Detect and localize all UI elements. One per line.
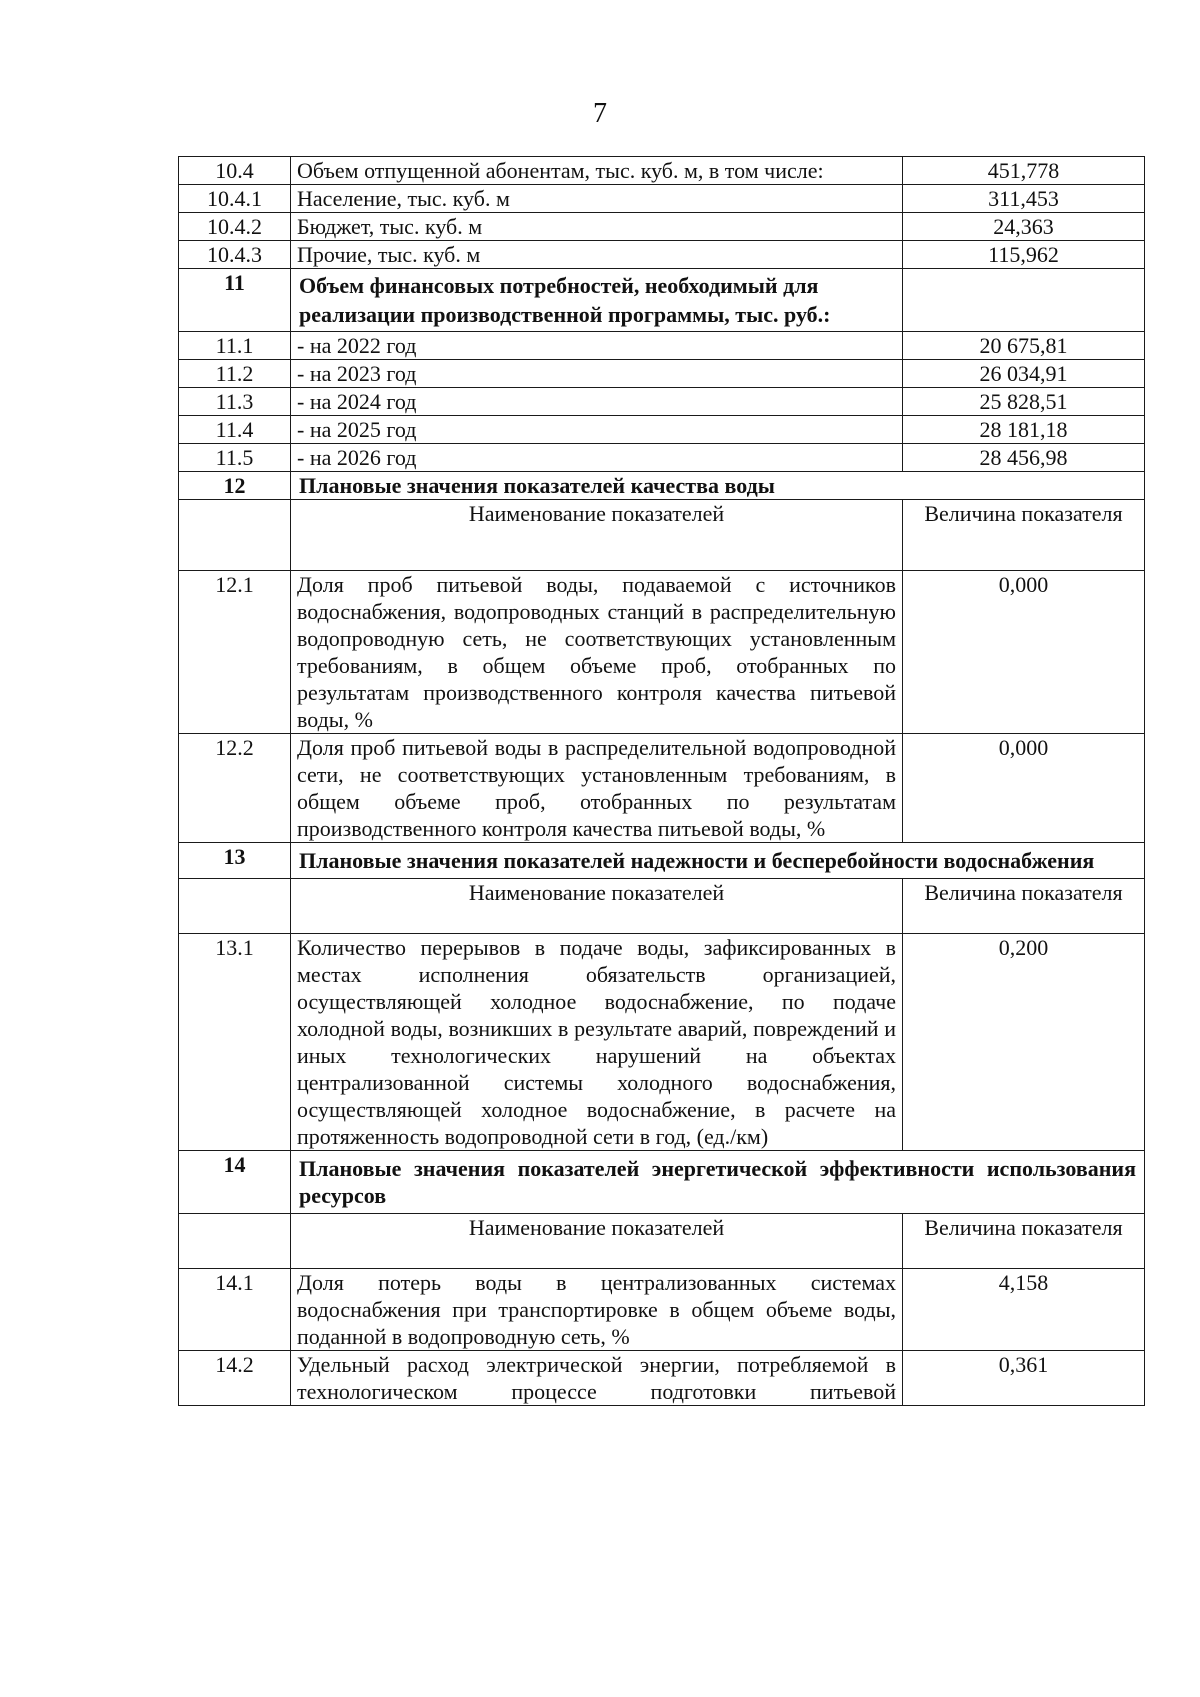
row-label: Население, тыс. куб. м: [291, 185, 903, 213]
section-header-row: [179, 472, 1145, 500]
row-number: 14.1: [179, 1269, 291, 1351]
column-header-name: Наименование показателей: [291, 879, 903, 934]
table-row: [179, 571, 1145, 734]
row-number: 10.4: [179, 157, 291, 185]
empty-cell: [179, 1214, 291, 1269]
indicators-table: [178, 156, 1145, 1406]
section-title: Плановые значения показателей качества воды: [291, 472, 1145, 500]
section-title: Плановые значения показателей надежности и бесперебойности водоснабжения: [291, 843, 1145, 879]
empty-cell: [903, 269, 1145, 332]
table-row: [179, 934, 1145, 1151]
column-header-name: Наименование показателей: [291, 500, 903, 571]
section-number: 11: [179, 269, 291, 332]
table-row: [179, 157, 1145, 185]
page-number: 7: [593, 98, 607, 129]
row-value: 0,000: [903, 571, 1145, 734]
row-number: 13.1: [179, 934, 291, 1151]
row-value: 4,158: [903, 1269, 1145, 1351]
section-title: Объем финансовых потребностей, необходимый для реализации производственной программы, тыс. руб.:: [291, 269, 903, 332]
row-number: 10.4.1: [179, 185, 291, 213]
empty-cell: [179, 879, 291, 934]
row-value: 451,778: [903, 157, 1145, 185]
row-value: 25 828,51: [903, 388, 1145, 416]
section-title: Плановые значения показателей энергетической эффективности использования ресурсов: [291, 1151, 1145, 1214]
section-number: 12: [179, 472, 291, 500]
row-number: 14.2: [179, 1351, 291, 1406]
table-row: [179, 332, 1145, 360]
row-label: Количество перерывов в подаче воды, зафиксированных в местах исполнения обязательств организацией, осуществляющей холодное водоснабжение, по подаче холодной воды, возникших в результате аварий, повреждений и иных технологических нарушений на объектах централизованной системы холодного водоснабжения, осуществляющей холодное водоснабжение, в расчете на протяженность водопроводной сети в год, (ед./км): [291, 934, 903, 1151]
table-row: [179, 185, 1145, 213]
section-number: 14: [179, 1151, 291, 1214]
row-number: 12.2: [179, 734, 291, 843]
empty-cell: [179, 500, 291, 571]
row-value: 20 675,81: [903, 332, 1145, 360]
row-value: 115,962: [903, 241, 1145, 269]
row-number: 10.4.2: [179, 213, 291, 241]
table-row: [179, 734, 1145, 843]
row-label: Доля потерь воды в централизованных системах водоснабжения при транспортировке в общем объеме воды, поданной в водопроводную сеть, %: [291, 1269, 903, 1351]
row-label: Объем отпущенной абонентам, тыс. куб. м, в том числе:: [291, 157, 903, 185]
column-header-row: [179, 500, 1145, 571]
section-number: 13: [179, 843, 291, 879]
row-number: 11.4: [179, 416, 291, 444]
row-value: 28 181,18: [903, 416, 1145, 444]
column-header-value: Величина показателя: [903, 500, 1145, 571]
row-label: Прочие, тыс. куб. м: [291, 241, 903, 269]
table-row: [179, 241, 1145, 269]
row-number: 10.4.3: [179, 241, 291, 269]
row-value: 311,453: [903, 185, 1145, 213]
row-value: 24,363: [903, 213, 1145, 241]
row-number: 11.3: [179, 388, 291, 416]
row-number: 11.2: [179, 360, 291, 388]
section-header-row: [179, 269, 1145, 332]
column-header-row: [179, 879, 1145, 934]
row-label: - на 2023 год: [291, 360, 903, 388]
row-value: 0,361: [903, 1351, 1145, 1406]
row-label: - на 2025 год: [291, 416, 903, 444]
section-header-row: [179, 1151, 1145, 1214]
row-label: Доля проб питьевой воды, подаваемой с источников водоснабжения, водопроводных станций в распределительную водопроводную сеть, не соответствующих установленным требованиям, в общем объеме проб, отобранных по результатам производственного контроля качества питьевой воды, %: [291, 571, 903, 734]
table-row: [179, 1351, 1145, 1406]
column-header-value: Величина показателя: [903, 879, 1145, 934]
row-number: 11.5: [179, 444, 291, 472]
table-row: [179, 1269, 1145, 1351]
table-row: [179, 360, 1145, 388]
column-header-name: Наименование показателей: [291, 1214, 903, 1269]
table-row: [179, 213, 1145, 241]
table-row: [179, 416, 1145, 444]
row-value: 28 456,98: [903, 444, 1145, 472]
row-label: Удельный расход электрической энергии, потребляемой в технологическом процессе подготовки питьевой: [291, 1351, 903, 1406]
row-value: 0,200: [903, 934, 1145, 1151]
row-number: 12.1: [179, 571, 291, 734]
table-row: [179, 388, 1145, 416]
row-value: 26 034,91: [903, 360, 1145, 388]
row-label: Бюджет, тыс. куб. м: [291, 213, 903, 241]
row-value: 0,000: [903, 734, 1145, 843]
row-label: - на 2024 год: [291, 388, 903, 416]
column-header-row: [179, 1214, 1145, 1269]
row-label: Доля проб питьевой воды в распределительной водопроводной сети, не соответствующих установленным требованиям, в общем объеме проб, отобранных по результатам производственного контроля качества питьевой воды, %: [291, 734, 903, 843]
table-row: [179, 444, 1145, 472]
row-label: - на 2022 год: [291, 332, 903, 360]
section-header-row: [179, 843, 1145, 879]
row-number: 11.1: [179, 332, 291, 360]
column-header-value: Величина показателя: [903, 1214, 1145, 1269]
row-label: - на 2026 год: [291, 444, 903, 472]
